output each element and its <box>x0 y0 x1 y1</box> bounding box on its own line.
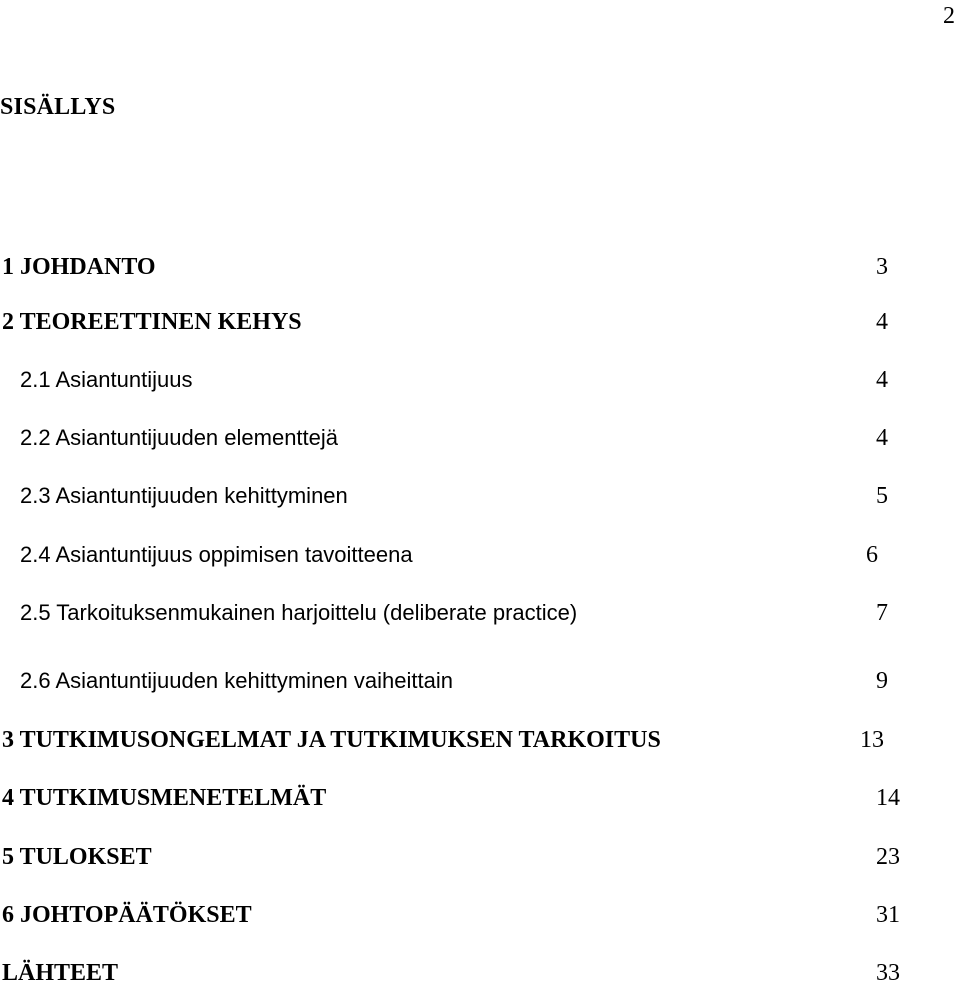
toc-entry-page: 7 <box>876 600 888 626</box>
toc-entry-page: 9 <box>876 668 888 694</box>
toc-entry-label: 6 JOHTOPÄÄTÖKSET <box>2 902 252 928</box>
toc-entry <box>2 958 902 988</box>
toc-entry-page: 5 <box>876 483 888 509</box>
toc-entry-page: 6 <box>866 542 878 568</box>
toc-entry-page: 4 <box>876 309 888 335</box>
toc-entry <box>20 481 900 511</box>
toc-entry-label: 2.3 Asiantuntijuuden kehittyminen <box>20 483 348 508</box>
toc-entry-page: 31 <box>876 902 900 928</box>
toc-entry <box>20 598 900 628</box>
toc-entry-page: 13 <box>860 727 884 753</box>
toc-entry <box>2 307 902 337</box>
toc-entry-page: 3 <box>876 254 888 280</box>
toc-entry-label: 2.1 Asiantuntijuus <box>20 367 193 392</box>
toc-entry <box>2 783 902 813</box>
toc-entry <box>2 842 902 872</box>
toc-entry-page: 14 <box>876 785 900 811</box>
toc-entry-page: 4 <box>876 425 888 451</box>
toc-entry-label: 2.2 Asiantuntijuuden elementtejä <box>20 425 339 450</box>
toc-entry-label: 1 JOHDANTO <box>2 254 156 280</box>
toc-entry-page: 4 <box>876 367 888 393</box>
toc-entry <box>2 252 902 282</box>
toc-entry <box>20 666 900 696</box>
page-title: SISÄLLYS <box>0 94 116 120</box>
page-number: 2 <box>943 3 955 29</box>
toc-entry-label: 3 TUTKIMUSONGELMAT JA TUTKIMUKSEN TARKOITUS <box>2 727 661 753</box>
toc-entry <box>2 900 902 930</box>
toc-entry-label: 2.4 Asiantuntijuus oppimisen tavoitteena <box>20 542 413 567</box>
toc-entry <box>20 540 900 570</box>
toc-entry <box>20 365 900 395</box>
toc-entry-page: 33 <box>876 960 900 986</box>
toc-entry-label: 2.5 Tarkoituksenmukainen harjoittelu (deliberate practice) <box>20 600 578 625</box>
toc-entry-page: 23 <box>876 844 900 870</box>
toc-entry-label: 5 TULOKSET <box>2 844 152 870</box>
toc-entry <box>2 725 902 755</box>
toc-entry-label: LÄHTEET <box>2 960 119 986</box>
toc-entry-label: 2.6 Asiantuntijuuden kehittyminen vaiheittain <box>20 668 453 693</box>
toc-entry <box>20 423 900 453</box>
toc-entry-label: 2 TEOREETTINEN KEHYS <box>2 309 302 335</box>
toc-entry-label: 4 TUTKIMUSMENETELMÄT <box>2 785 327 811</box>
